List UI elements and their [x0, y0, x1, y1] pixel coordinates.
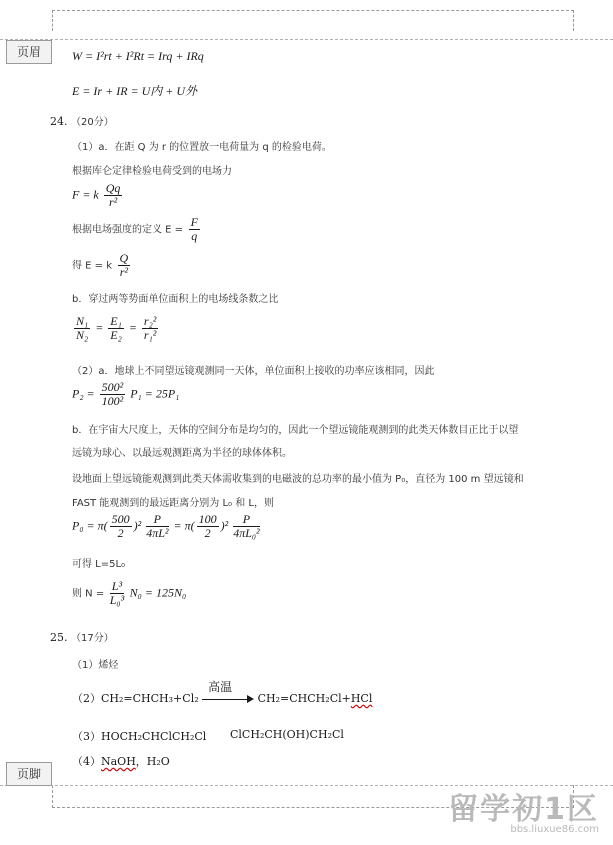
arrow-head	[247, 695, 254, 703]
ratio-r-den: r₁²	[143, 328, 157, 342]
ratio-r-fraction	[142, 315, 158, 342]
part4-naoh: NaOH	[101, 755, 136, 768]
p0-mid2: = π(	[173, 518, 195, 533]
reaction-arrow	[202, 680, 254, 706]
q24-part1-b: b．穿过两等势面单位面积上的电场线条数之比	[72, 294, 279, 305]
definition-fraction	[189, 216, 200, 243]
p0-frac3	[197, 513, 219, 540]
force-lhs: F = k	[72, 187, 99, 202]
header-margin-line	[52, 10, 574, 31]
p0-lhs: P₀ = π(	[72, 518, 108, 533]
q24-power-formula	[72, 381, 179, 408]
q24-coulomb-text: 根据库仑定律检验电荷受到的电场力	[72, 166, 232, 177]
q25-part4	[72, 753, 170, 769]
q24-part2-a: （2）a．地球上不同望远镜观测同一天体，单位面积上接收的功率应该相同，因此	[72, 366, 435, 377]
ratio-r-num: r₂²	[143, 314, 157, 328]
watermark-url: bbs.liuxue86.com	[510, 824, 599, 835]
q24-field-definition	[72, 216, 202, 243]
formula-e: E = Ir + IR = U内 + U外	[72, 84, 198, 98]
question-24-header	[50, 113, 114, 128]
p0-frac2	[146, 513, 168, 540]
p0-frac4-den: 4πL₀²	[233, 526, 260, 540]
result-den: r²	[119, 265, 128, 279]
p0-frac3-num: 100	[198, 512, 217, 526]
header-tab[interactable]: 页眉	[6, 40, 52, 64]
q24-part1-a: （1）a．在距 Q 为 r 的位置放一电荷量为 q 的检验电荷。	[72, 142, 332, 153]
p0-frac2-num: P	[146, 513, 168, 527]
part3-compound-b: ClCH₂CH(OH)CH₂Cl	[230, 728, 344, 741]
q24-part2-b-line3: 设地面上望远镜能观测到此类天体需收集到的电磁波的总功率的最小值为 P₀，直径为 100 m 望远镜和	[72, 474, 524, 485]
p0-frac4	[233, 513, 259, 540]
reaction-hcl: HCl	[350, 692, 373, 705]
reaction-lhs: （2）CH₂=CHCH₃+Cl₂	[72, 692, 199, 705]
q24-field-result	[72, 252, 132, 279]
q24-ratio-formula	[72, 315, 160, 342]
ratio-eq1: =	[95, 320, 104, 335]
q24-force-formula	[72, 182, 124, 209]
q24-part2-b-line2: 远镜为球心、以最远观测距离为半径的球体体积。	[72, 448, 292, 459]
q25-part3	[72, 728, 344, 744]
reaction-rhs: CH₂=CHCH₂Cl+	[257, 692, 351, 705]
n-fraction	[110, 580, 124, 607]
power-rhs: P₁ = 25P₁	[130, 386, 180, 401]
question-24-score: （20分）	[71, 117, 114, 128]
q24-result-l: 可得 L=5L₀	[72, 559, 126, 570]
q24-part2-b-line1: b．在宇宙大尺度上，天体的空间分布是均匀的，因此一个望远镜能观测到的此类天体数目正比于以望	[72, 425, 519, 436]
header-separator	[0, 39, 613, 40]
power-num: 500²	[101, 380, 124, 394]
q25-part1: （1）烯烃	[72, 660, 119, 671]
n-rhs: N₀ = 125N₀	[129, 585, 187, 600]
ratio-eq2: =	[128, 320, 137, 335]
question-25-number: 25.	[50, 631, 68, 644]
part4-prefix: （4）	[72, 755, 101, 768]
definition-text: 根据电场强度的定义 E =	[72, 224, 184, 236]
ratio-n-num: N₁	[76, 314, 89, 328]
p0-frac1-den: 2	[117, 526, 124, 540]
p0-mid3: )²	[220, 518, 229, 533]
ratio-e-fraction	[108, 315, 124, 342]
reaction-condition: 高温	[208, 680, 233, 694]
n-lhs: 则 N =	[72, 588, 105, 600]
question-24-number: 24.	[50, 115, 68, 128]
q25-part2-equation	[72, 680, 373, 706]
definition-den: q	[191, 229, 198, 243]
formula-w: W = I²rt + I²Rt = Irq + IRq	[72, 49, 204, 63]
p0-frac3-den: 2	[204, 526, 211, 540]
ratio-n-fraction	[74, 315, 90, 342]
footer-tab[interactable]: 页脚	[6, 762, 52, 786]
part3-compound-a: （3）HOCH₂CHClCH₂Cl	[72, 730, 207, 743]
ratio-e-den: E₂	[110, 328, 122, 342]
ratio-n-den: N₂	[76, 328, 89, 342]
arrow-shaft	[202, 699, 248, 700]
n-num: L³	[110, 580, 124, 594]
p0-frac4-num: P	[233, 513, 259, 527]
part4-rest: ，H₂O	[135, 755, 170, 768]
question-25-header	[50, 629, 114, 644]
p0-frac1-num: 500	[111, 512, 130, 526]
result-num: Q	[119, 251, 129, 265]
force-fraction	[104, 182, 123, 209]
force-num: Qq	[105, 181, 121, 195]
power-lhs: P₂ =	[72, 386, 95, 401]
p0-frac1	[110, 513, 132, 540]
q24-n-formula	[72, 580, 186, 607]
question-25-score: （17分）	[71, 633, 114, 644]
q24-p0-formula	[72, 513, 262, 540]
site-watermark	[448, 784, 599, 835]
power-fraction	[100, 381, 126, 408]
power-den: 100²	[101, 394, 124, 408]
q24-part2-b-line4: FAST 能观测到的最远距离分别为 L₀ 和 L，则	[72, 498, 274, 509]
force-den: r²	[108, 195, 118, 209]
n-den: L₀³	[109, 593, 125, 607]
ratio-e-num: E₁	[110, 314, 122, 328]
watermark-logo: 留学初1区	[448, 792, 599, 827]
result-fraction	[118, 252, 131, 279]
p0-frac2-den: 4πL²	[146, 526, 169, 540]
p0-mid1: )²	[133, 518, 142, 533]
result-text: 得 E = k	[72, 260, 113, 272]
definition-num: F	[190, 215, 198, 229]
